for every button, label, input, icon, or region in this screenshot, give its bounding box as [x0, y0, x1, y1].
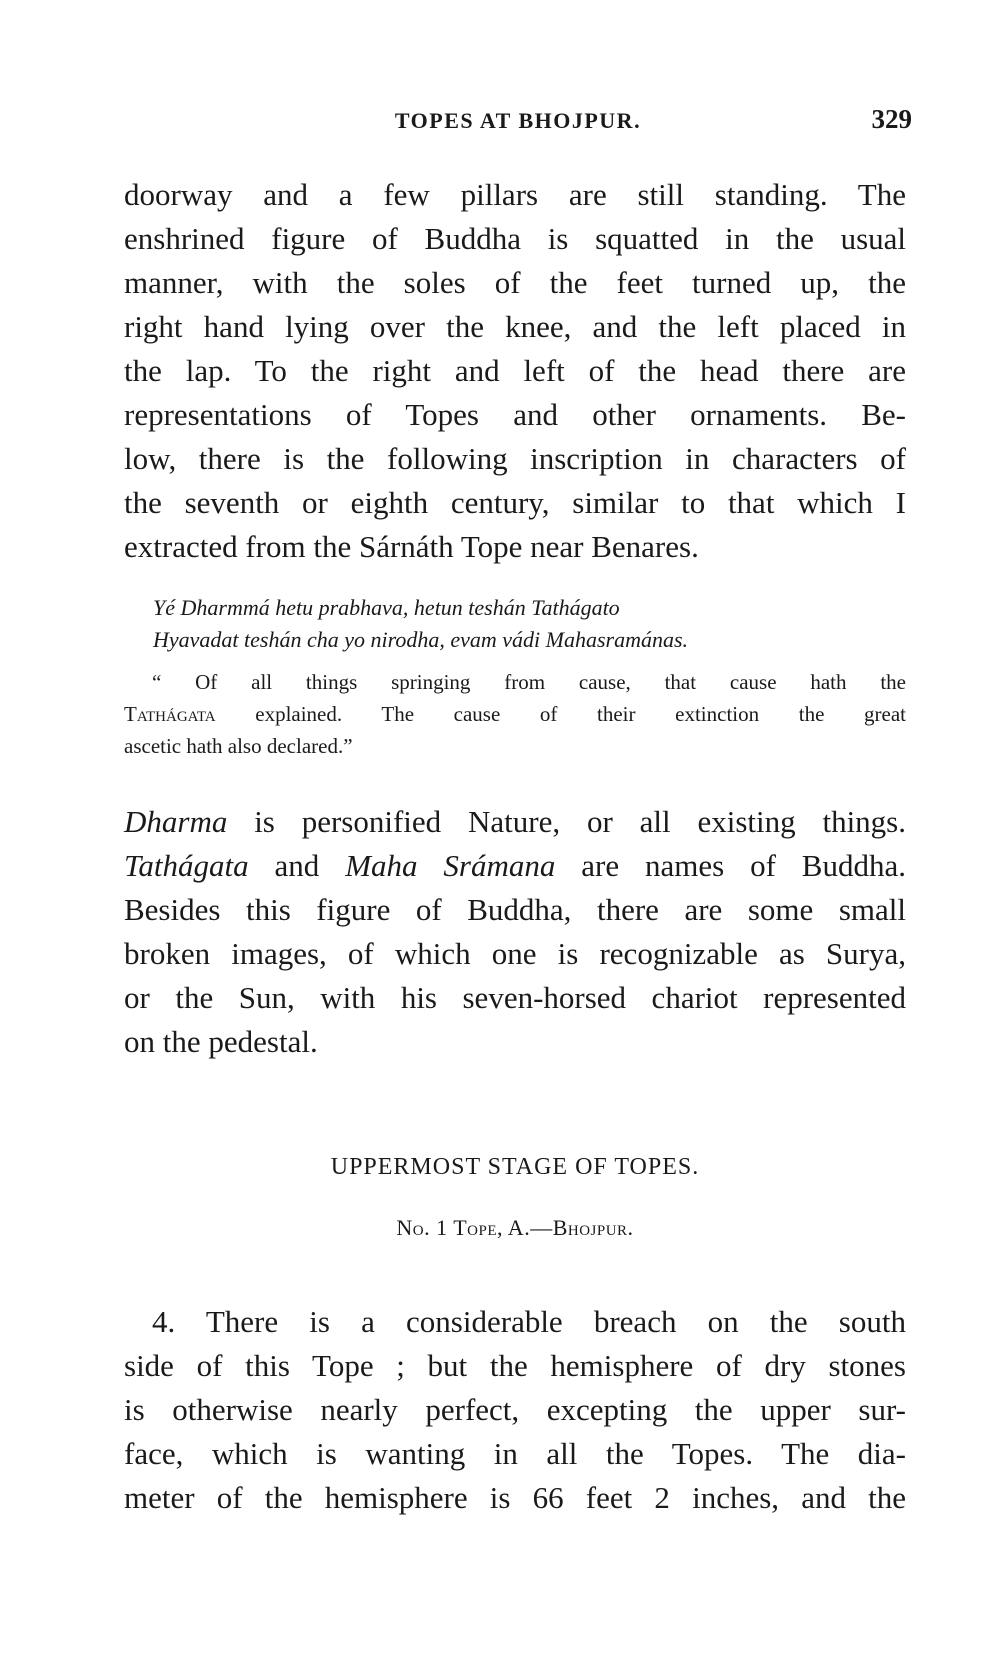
- translation-line: ascetic hath also declared.”: [124, 734, 353, 758]
- text-line: or the Sun, with his seven-horsed chariot represented: [124, 980, 906, 1015]
- section-subheading: No. 1 Tope, A.—Bhojpur.: [396, 1215, 634, 1240]
- inscription-translation: [124, 666, 906, 762]
- section-heading: UPPERMOST STAGE OF TOPES.: [330, 1154, 700, 1180]
- text-line: meter of the hemisphere is 66 feet 2 inches, and the: [124, 1480, 906, 1515]
- text-line: on the pedestal.: [124, 1024, 318, 1059]
- text-line: face, which is wanting in all the Topes. The dia-: [124, 1436, 906, 1471]
- verse-line: Hyavadat teshán cha yo nirodha, evam vádi Mahasramánas.: [153, 627, 689, 652]
- paragraph-doorway: [124, 173, 906, 569]
- text-line: doorway and a few pillars are still standing. The: [124, 177, 906, 212]
- text-span: is personified Nature, or all existing things.: [227, 804, 906, 839]
- text-span: are names of Buddha.: [555, 848, 906, 883]
- paragraph-dharma: [124, 800, 906, 1064]
- term-dharma: Dharma: [124, 804, 228, 839]
- text-line: is otherwise nearly perfect, excepting the upper sur-: [124, 1392, 906, 1427]
- text-line: representations of Topes and other ornaments. Be-: [124, 397, 906, 432]
- paragraph-breach: [124, 1300, 906, 1520]
- tathagata-name: Tathágata: [124, 702, 216, 726]
- term-tathagata: Tathágata: [124, 848, 249, 883]
- text-line: manner, with the soles of the feet turned up, the: [124, 265, 906, 300]
- term-maha-sramana: Maha Srámana: [345, 848, 556, 883]
- page-number: 329: [871, 104, 912, 134]
- text-line: the lap. To the right and left of the head there are: [124, 353, 906, 388]
- text-line: broken images, of which one is recognizable as Surya,: [124, 936, 906, 971]
- text-line: [124, 844, 906, 888]
- text-line: right hand lying over the knee, and the left placed in: [124, 309, 906, 344]
- text-line: enshrined figure of Buddha is squatted in the usual: [124, 221, 906, 256]
- running-header: [124, 104, 912, 142]
- text-line: [124, 800, 906, 844]
- text-line: side of this Tope ; but the hemisphere of dry stones: [124, 1348, 906, 1383]
- text-line: extracted from the Sárnáth Tope near Benares.: [124, 529, 699, 564]
- text-line: the seventh or eighth century, similar to that which I: [124, 485, 906, 520]
- translation-line-text: explained. The cause of their extinction the great: [215, 702, 906, 726]
- translation-line: “ Of all things springing from cause, that cause hath the: [152, 670, 906, 694]
- inscription-verse: [153, 592, 688, 656]
- text-line: Besides this figure of Buddha, there are some small: [124, 892, 906, 927]
- verse-line: Yé Dharmmá hetu prabhava, hetun teshán Tathágato: [153, 595, 620, 620]
- text-span: and: [248, 848, 346, 883]
- translation-line: [124, 698, 906, 730]
- text-line: low, there is the following inscription in characters of: [124, 441, 906, 476]
- text-line: 4. There is a considerable breach on the south: [152, 1304, 906, 1339]
- running-title: TOPES AT BHOJPUR.: [394, 108, 642, 133]
